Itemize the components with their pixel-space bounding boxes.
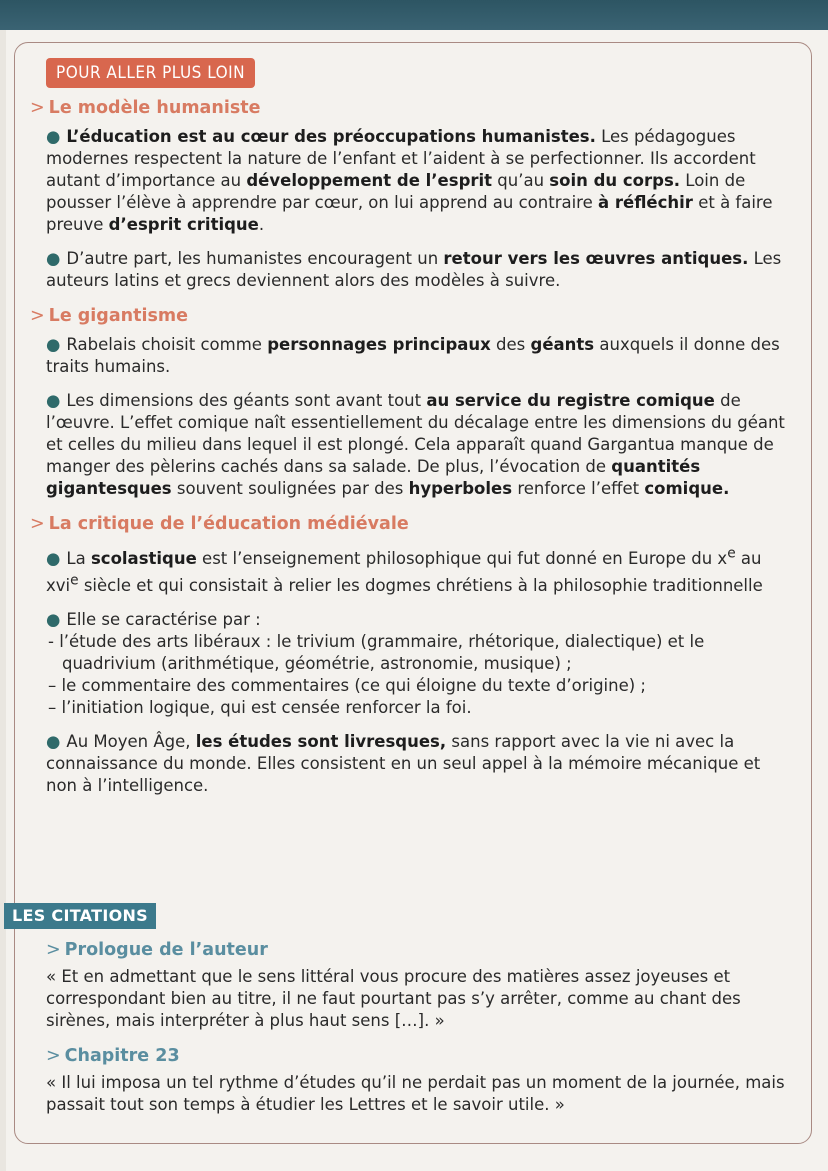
paragraph: ● La scolastique est l’enseignement philosophique qui fut donné en Europe du $x^e$ au xvi$^e$ siècle et qui consistait à relier les dogmes chrétiens à la philosophie traditionnelle — [46, 545, 763, 595]
citation-quote: « Et en admettant que le sens littéral vous procure des matières assez joyeuses et correspondant bien au titre, il ne faut pourtant pas s’y arrêter, comme au chant des sirènes, mais interpréter à plus haut sens […]. » — [46, 967, 741, 1030]
section-title-gigantisme: > Le gigantisme — [30, 306, 188, 326]
section-tag-aller-plus-loin: POUR ALLER PLUS LOIN — [46, 58, 255, 88]
main-content — [30, 96, 792, 809]
top-bar — [0, 0, 828, 30]
chevron-right-icon: > — [30, 306, 45, 326]
paragraph: ● Les dimensions des géants sont avant tout au service du registre comique de l’œuvre. L’effet comique naît essentiellement du décalage entre les dimensions du géant et celles du milieu dans lequel il est plongé. Cela apparaît quand Gargantua manque de manger des pèlerins cachés dans sa salade. De plus, l’évocation de quantités gigantesques souvent soulignées par des hyperboles renforce l’effet comique. — [46, 391, 785, 498]
chevron-right-icon: > — [46, 1046, 61, 1066]
section-title-humaniste: > Le modèle humaniste — [30, 98, 261, 118]
bullet-icon: ● — [46, 732, 61, 751]
citation-title-chapitre: > Chapitre 23 — [46, 1046, 180, 1066]
citation-quote: « Il lui imposa un tel rythme d’études qu’il ne perdait pas un moment de la journée, mais passait tout son temps à étudier les Lettres et le savoir utile. » — [46, 1073, 785, 1114]
chevron-right-icon: > — [30, 98, 45, 118]
chevron-right-icon: > — [46, 940, 61, 960]
bullet-icon: ● — [46, 610, 61, 629]
list-intro: ● Elle se caractérise par : — [46, 610, 261, 629]
bullet-icon: ● — [46, 249, 61, 268]
list-item: - l’étude des arts libéraux : le trivium (grammaire, rhétorique, dialectique) et le quadrivium (arithmétique, géométrie, astronomie, musique) ; — [48, 632, 705, 673]
bullet-icon: ● — [46, 391, 61, 410]
paragraph: ● D’autre part, les humanistes encouragent un retour vers les œuvres antiques. Les auteurs latins et grecs deviennent alors des modèles à suivre. — [46, 249, 782, 290]
chevron-right-icon: > — [30, 514, 45, 534]
list-item: – le commentaire des commentaires (ce qui éloigne du texte d’origine) ; — [48, 676, 646, 695]
bullet-icon: ● — [46, 548, 61, 568]
characteristics-list — [46, 609, 792, 719]
citations-block — [46, 938, 802, 1128]
bullet-icon: ● — [46, 335, 61, 354]
paragraph: ● Rabelais choisit comme personnages principaux des géants auxquels il donne des traits humains. — [46, 335, 780, 376]
list-item: – l’initiation logique, qui est censée renforcer la foi. — [48, 698, 472, 717]
paragraph: ● L’éducation est au cœur des préoccupations humanistes. Les pédagogues modernes respectent la nature de l’enfant et l’aident à se perfectionner. Ils accordent autant d’importance au développement de l’esprit qu’au soin du corps. Loin de pousser l’élève à apprendre par cœur, on lui apprend au contraire à réfléchir et à faire preuve d’esprit critique. — [46, 127, 773, 234]
bullet-icon: ● — [46, 127, 61, 146]
section-tag-citations: LES CITATIONS — [4, 903, 156, 929]
paragraph: ● Au Moyen Âge, les études sont livresques, sans rapport avec la vie ni avec la connaissance du monde. Elles consistent en un seul appel à la mémoire mécanique et non à l’intelligence. — [46, 732, 761, 795]
citation-title-prologue: > Prologue de l’auteur — [46, 940, 268, 960]
section-title-critique: > La critique de l’éducation médiévale — [30, 514, 409, 534]
